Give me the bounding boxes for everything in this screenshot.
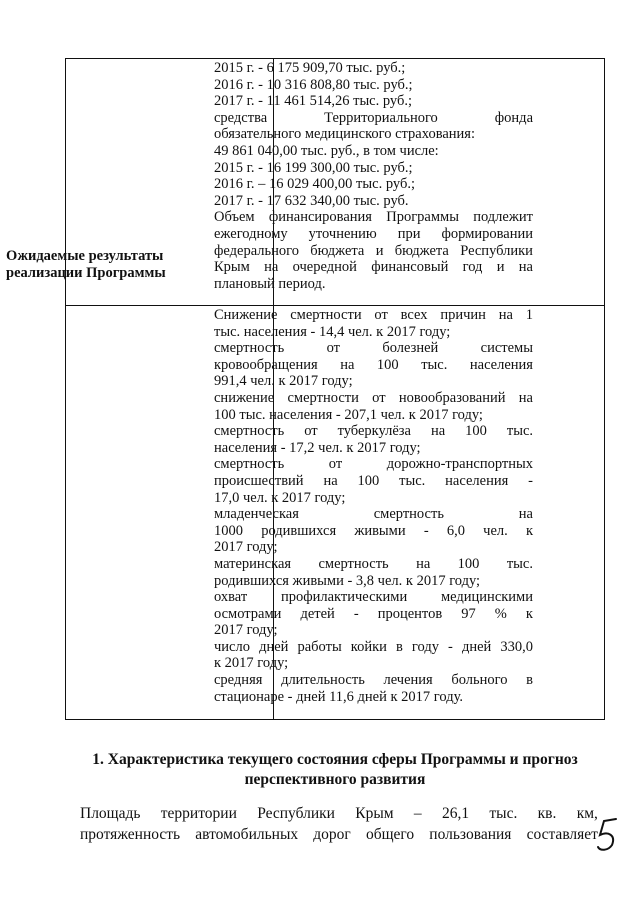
word: протяженность	[80, 826, 181, 843]
word: новообразований	[398, 389, 506, 406]
word: 1000	[214, 522, 243, 539]
justified-text-line	[214, 473, 533, 490]
word: финансовый	[371, 259, 449, 276]
word: составляет	[526, 826, 598, 843]
text-line: родившихся живыми - 3,8 чел. к 2017 году;	[214, 572, 481, 589]
word: населения	[469, 356, 533, 373]
row-label-line: Ожидаемые результаты	[6, 248, 164, 264]
word: пользования	[429, 826, 512, 843]
word: 100	[376, 356, 399, 373]
text-line: 2015 г. - 16 199 300,00 тыс. руб.;	[214, 159, 413, 176]
word: на	[518, 389, 533, 406]
word: процентов	[377, 605, 443, 622]
word: на	[518, 259, 533, 276]
word: ежегодному	[214, 225, 288, 242]
word: 100	[465, 423, 487, 440]
word: –	[413, 805, 422, 822]
text-line: 991,4 чел. к 2017 году;	[214, 373, 353, 390]
word: охват	[214, 589, 248, 606]
word: дней	[259, 638, 289, 655]
word: всех	[400, 307, 428, 323]
word: 26,1	[441, 805, 470, 822]
word: при	[397, 225, 421, 242]
word: в	[526, 672, 533, 689]
text-line: 2017 г. - 11 461 514,26 тыс. руб.;	[214, 93, 413, 110]
text-line: обязательного медицинского страхования:	[214, 126, 475, 143]
text-line: 2015 г. - 6 175 909,70 тыс. руб.;	[214, 60, 406, 76]
word: кровообращения	[214, 356, 318, 373]
word: длительность	[281, 672, 365, 689]
justified-text-line	[214, 340, 533, 357]
section-heading	[65, 750, 605, 790]
word: бюджета	[310, 242, 365, 259]
word: происшествий	[214, 472, 304, 489]
word: -	[353, 605, 359, 622]
word: на	[416, 555, 431, 572]
text-line: стационаре - дней 11,6 дней к 2017 году.	[214, 688, 464, 705]
word: на	[518, 506, 533, 523]
word: системы	[480, 340, 533, 357]
word: профилактическими	[280, 589, 408, 606]
word: Снижение	[214, 307, 278, 323]
word: 1	[525, 307, 533, 323]
word: км,	[576, 805, 598, 822]
justified-text-line	[214, 226, 533, 243]
word: смертность	[318, 555, 389, 572]
word: Крым	[214, 259, 250, 276]
word: Крым	[355, 805, 394, 822]
word: койки	[350, 638, 387, 655]
word: автомобильных	[195, 826, 299, 843]
word: средняя	[214, 672, 263, 689]
text-line: населения - 17,2 чел. к 2017 году;	[214, 439, 421, 456]
section-heading-line: 1. Характеристика текущего состояния сферы Программы и прогноз	[92, 751, 578, 768]
word: болезней	[382, 340, 439, 357]
justified-text-line	[214, 209, 533, 226]
word: -	[528, 472, 533, 489]
word: в	[395, 638, 403, 655]
justified-text-line	[214, 243, 533, 260]
text-line: к 2017 году;	[214, 655, 289, 672]
word: -	[448, 638, 453, 655]
word: от	[326, 340, 340, 357]
word: Площадь	[80, 805, 141, 822]
word: году	[411, 638, 439, 655]
word: 100	[357, 472, 380, 489]
word: бюджета	[394, 242, 449, 259]
justified-text-line	[214, 259, 533, 276]
word: на	[264, 259, 279, 276]
word: тыс.	[506, 423, 533, 440]
word: от	[304, 423, 318, 440]
word: живыми	[354, 522, 406, 539]
row-label-line: реализации Программы	[6, 265, 166, 281]
paragraph-line	[80, 826, 598, 846]
word: средства	[214, 109, 268, 126]
justified-text-line	[214, 606, 533, 623]
word: -	[423, 522, 429, 539]
word: и	[375, 242, 384, 259]
word: от	[328, 456, 343, 473]
word: родившихся	[261, 522, 337, 539]
word: тыс.	[399, 472, 426, 489]
text-line: плановый период.	[214, 275, 326, 292]
word: и	[496, 259, 505, 276]
word: %	[494, 605, 507, 622]
word: смертность	[214, 340, 285, 357]
word: медицинскими	[440, 589, 533, 606]
word: чел.	[483, 522, 508, 539]
text-line: 2017 году;	[214, 539, 278, 556]
word: смертность	[373, 506, 444, 523]
word: младенческая	[214, 506, 299, 523]
word: снижение	[214, 389, 275, 406]
justified-text-line	[214, 523, 533, 540]
text-line: тыс. населения - 14,4 чел. к 2017 году;	[214, 323, 451, 340]
word: лечения	[383, 672, 433, 689]
text-line: 100 тыс. населения - 207,1 чел. к 2017 году;	[214, 406, 483, 423]
justified-text-line	[214, 556, 533, 573]
word: 330,0	[500, 638, 533, 655]
word: Программы	[386, 209, 459, 226]
justified-text-line	[214, 307, 533, 324]
word: населения	[445, 472, 509, 489]
section-heading-line: перспективного развития	[244, 771, 426, 788]
justified-text-line	[214, 506, 533, 523]
financing-cell	[214, 60, 533, 292]
justified-text-line	[214, 589, 533, 606]
text-line: 2017 г. - 17 632 340,00 тыс. руб.	[214, 192, 409, 209]
word: кв.	[537, 805, 557, 822]
word: от	[372, 389, 386, 406]
word: Объем	[214, 209, 255, 226]
word: на	[323, 472, 338, 489]
expected-results-cell	[214, 307, 533, 705]
text-line: 2016 г. – 16 029 400,00 тыс. руб.;	[214, 176, 415, 193]
word: детей	[300, 605, 335, 622]
word: уточнению	[308, 225, 377, 242]
word: дорожно-транспортных	[386, 456, 533, 473]
text-line: 17,0 чел. к 2017 году;	[214, 489, 346, 506]
text-line: 2017 году;	[214, 622, 278, 639]
word: Республики	[257, 805, 335, 822]
paragraph-line	[80, 805, 598, 825]
word: на	[430, 423, 446, 440]
word: общего	[365, 826, 415, 843]
justified-text-line	[214, 639, 533, 656]
word: смертность	[214, 423, 285, 440]
word: Территориального	[324, 109, 438, 126]
handwritten-initial-mark-icon	[594, 815, 622, 855]
justified-text-line	[214, 456, 533, 473]
word: к	[525, 605, 533, 622]
word: год	[462, 259, 483, 276]
justified-text-line	[214, 110, 533, 127]
word: фонда	[494, 109, 533, 126]
word: тыс.	[421, 356, 448, 373]
word: на	[498, 307, 513, 323]
word: федерального	[214, 242, 299, 259]
justified-text-line	[214, 672, 533, 689]
word: работы	[297, 638, 342, 655]
word: больного	[451, 672, 508, 689]
word: на	[340, 356, 355, 373]
word: число	[214, 638, 250, 655]
word: материнская	[214, 555, 292, 572]
justified-text-line	[214, 357, 533, 374]
word: туберкулёза	[337, 423, 411, 440]
justified-text-line	[214, 423, 533, 440]
row-label-expected-results	[6, 248, 196, 282]
word: 97	[461, 605, 476, 622]
word: 6,0	[446, 522, 465, 539]
word: от	[374, 307, 388, 323]
word: смертности	[290, 307, 362, 323]
word: смертность	[214, 456, 285, 473]
justified-text-line	[214, 390, 533, 407]
word: формировании	[441, 225, 533, 242]
word: Республики	[460, 242, 533, 259]
word: смертности	[287, 389, 359, 406]
word: тыс.	[506, 555, 533, 572]
word: финансирования	[268, 209, 372, 226]
word: дорог	[313, 826, 351, 843]
word: причин	[440, 307, 486, 323]
word: дней	[461, 638, 492, 655]
word: к	[525, 522, 533, 539]
word: очередной	[292, 259, 357, 276]
text-line: 2016 г. - 10 316 808,80 тыс. руб.;	[214, 76, 413, 93]
word: подлежит	[473, 209, 533, 226]
word: 100	[457, 555, 480, 572]
word: тыс.	[489, 805, 518, 822]
text-line: 49 861 040,00 тыс. руб., в том числе:	[214, 142, 439, 159]
word: территории	[160, 805, 237, 822]
table-row-divider	[66, 305, 604, 306]
word: осмотрами	[214, 605, 282, 622]
